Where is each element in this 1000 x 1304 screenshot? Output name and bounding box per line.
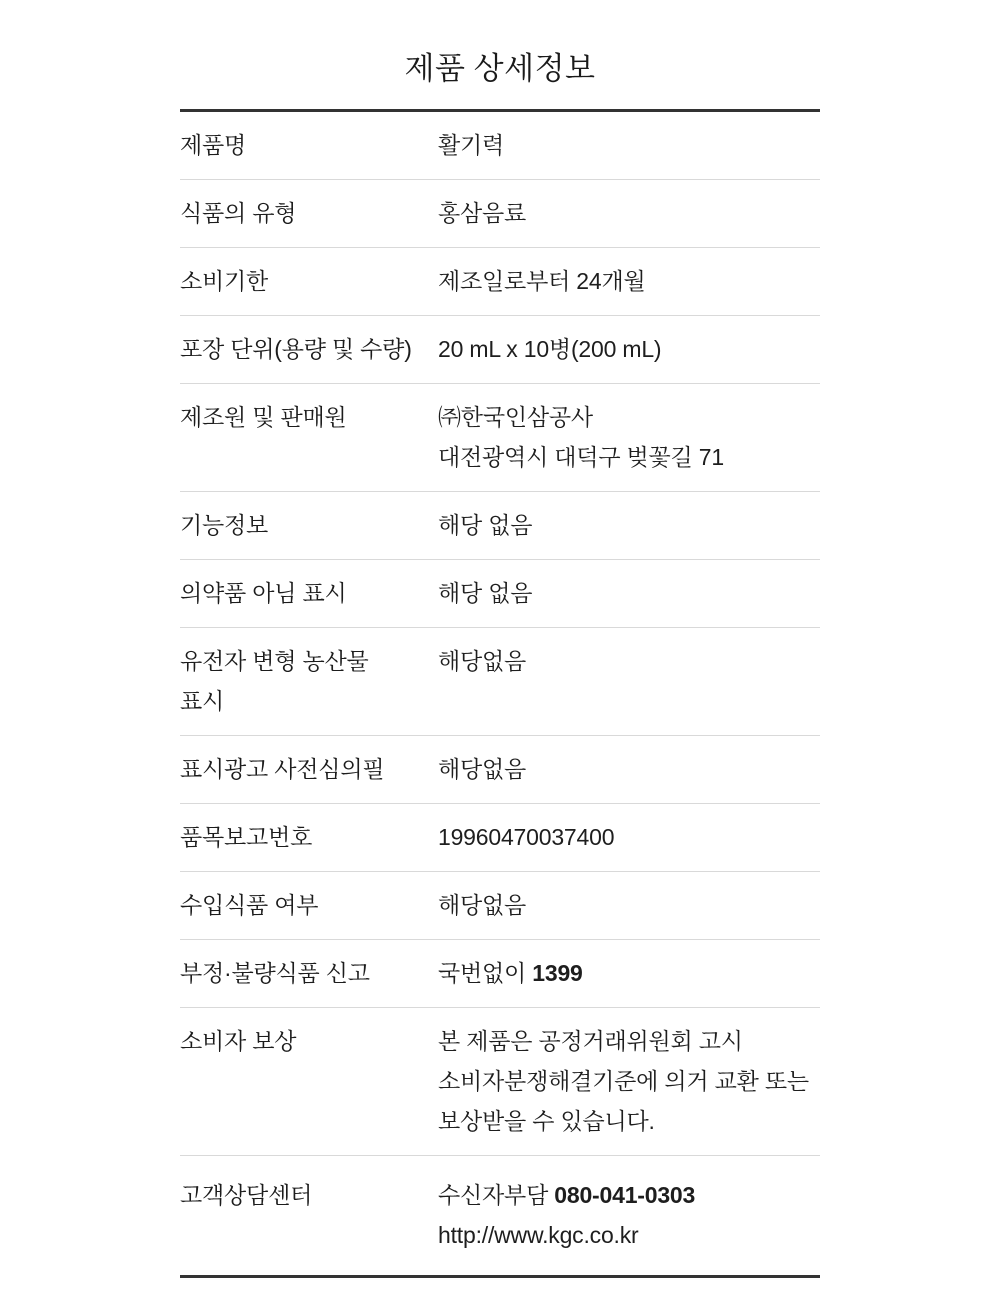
row-value (438, 1175, 820, 1255)
row-value: 해당 없음 (438, 580, 533, 606)
row-value (438, 1021, 820, 1141)
row-value: 해당없음 (438, 756, 527, 782)
table-row-report-number (180, 804, 820, 872)
value-line: 본 제품은 공정거래위원회 고시 (438, 1028, 743, 1054)
row-label: 수입식품 여부 (180, 892, 319, 918)
customer-center-phone-number: 080-041-0303 (554, 1182, 696, 1208)
company-website-url: http://www.kgc.co.kr (438, 1222, 639, 1248)
row-value: 해당없음 (438, 648, 527, 674)
table-row-manufacturer (180, 384, 820, 492)
row-value: 19960470037400 (438, 824, 615, 850)
row-value: 해당 없음 (438, 512, 533, 538)
table-row-bad-food-report (180, 940, 820, 1008)
table-row-package-unit (180, 316, 820, 384)
row-label: 의약품 아님 표시 (180, 580, 347, 606)
table-row-not-medicine (180, 560, 820, 628)
label-line: 표시 (180, 688, 225, 714)
table-row-gmo-label (180, 628, 820, 736)
row-label: 고객상담센터 (180, 1182, 313, 1208)
product-detail-section (180, 0, 820, 1278)
value-line: 대전광역시 대덕구 벚꽃길 71 (438, 444, 724, 470)
row-label: 식품의 유형 (180, 200, 297, 226)
table-row-food-type (180, 180, 820, 248)
row-label: 소비기한 (180, 268, 269, 294)
table-row-imported-food (180, 872, 820, 940)
value-line: ㈜한국인삼공사 (438, 404, 593, 430)
row-label: 제품명 (180, 132, 247, 158)
table-row-ad-review (180, 736, 820, 804)
row-value: 활기력 (438, 132, 505, 158)
row-label: 부정·불량식품 신고 (180, 960, 370, 986)
row-value: 제조일로부터 24개월 (438, 268, 646, 294)
report-phone-number: 1399 (532, 960, 583, 986)
value-text: 국번없이 (438, 960, 533, 986)
table-row-consumer-compensation (180, 1008, 820, 1156)
label-line: 유전자 변형 농산물 (180, 648, 369, 674)
value-line: 보상받을 수 있습니다. (438, 1108, 655, 1134)
row-label: 제조원 및 판매원 (180, 404, 347, 430)
table-row-function-info (180, 492, 820, 560)
page-title: 제품 상세정보 (404, 51, 596, 86)
table-row-expiration (180, 248, 820, 316)
row-label (180, 641, 438, 721)
value-text: 수신자부담 (438, 1182, 555, 1208)
row-value: 홍삼음료 (438, 200, 527, 226)
table-row-product-name (180, 112, 820, 180)
row-value (438, 397, 820, 477)
row-value (438, 953, 820, 993)
row-value: 20 mL x 10병(200 mL) (438, 336, 662, 362)
row-label: 표시광고 사전심의필 (180, 756, 385, 782)
customer-center-phone-line (438, 1175, 820, 1215)
table-row-customer-center (180, 1156, 820, 1275)
row-label: 포장 단위(용량 및 수량) (180, 336, 412, 362)
row-label: 품목보고번호 (180, 824, 313, 850)
row-label: 기능정보 (180, 512, 269, 538)
row-value: 해당없음 (438, 892, 527, 918)
value-line: 소비자분쟁해결기준에 의거 교환 또는 (438, 1068, 809, 1094)
product-spec-table (180, 109, 820, 1278)
row-label: 소비자 보상 (180, 1028, 297, 1054)
